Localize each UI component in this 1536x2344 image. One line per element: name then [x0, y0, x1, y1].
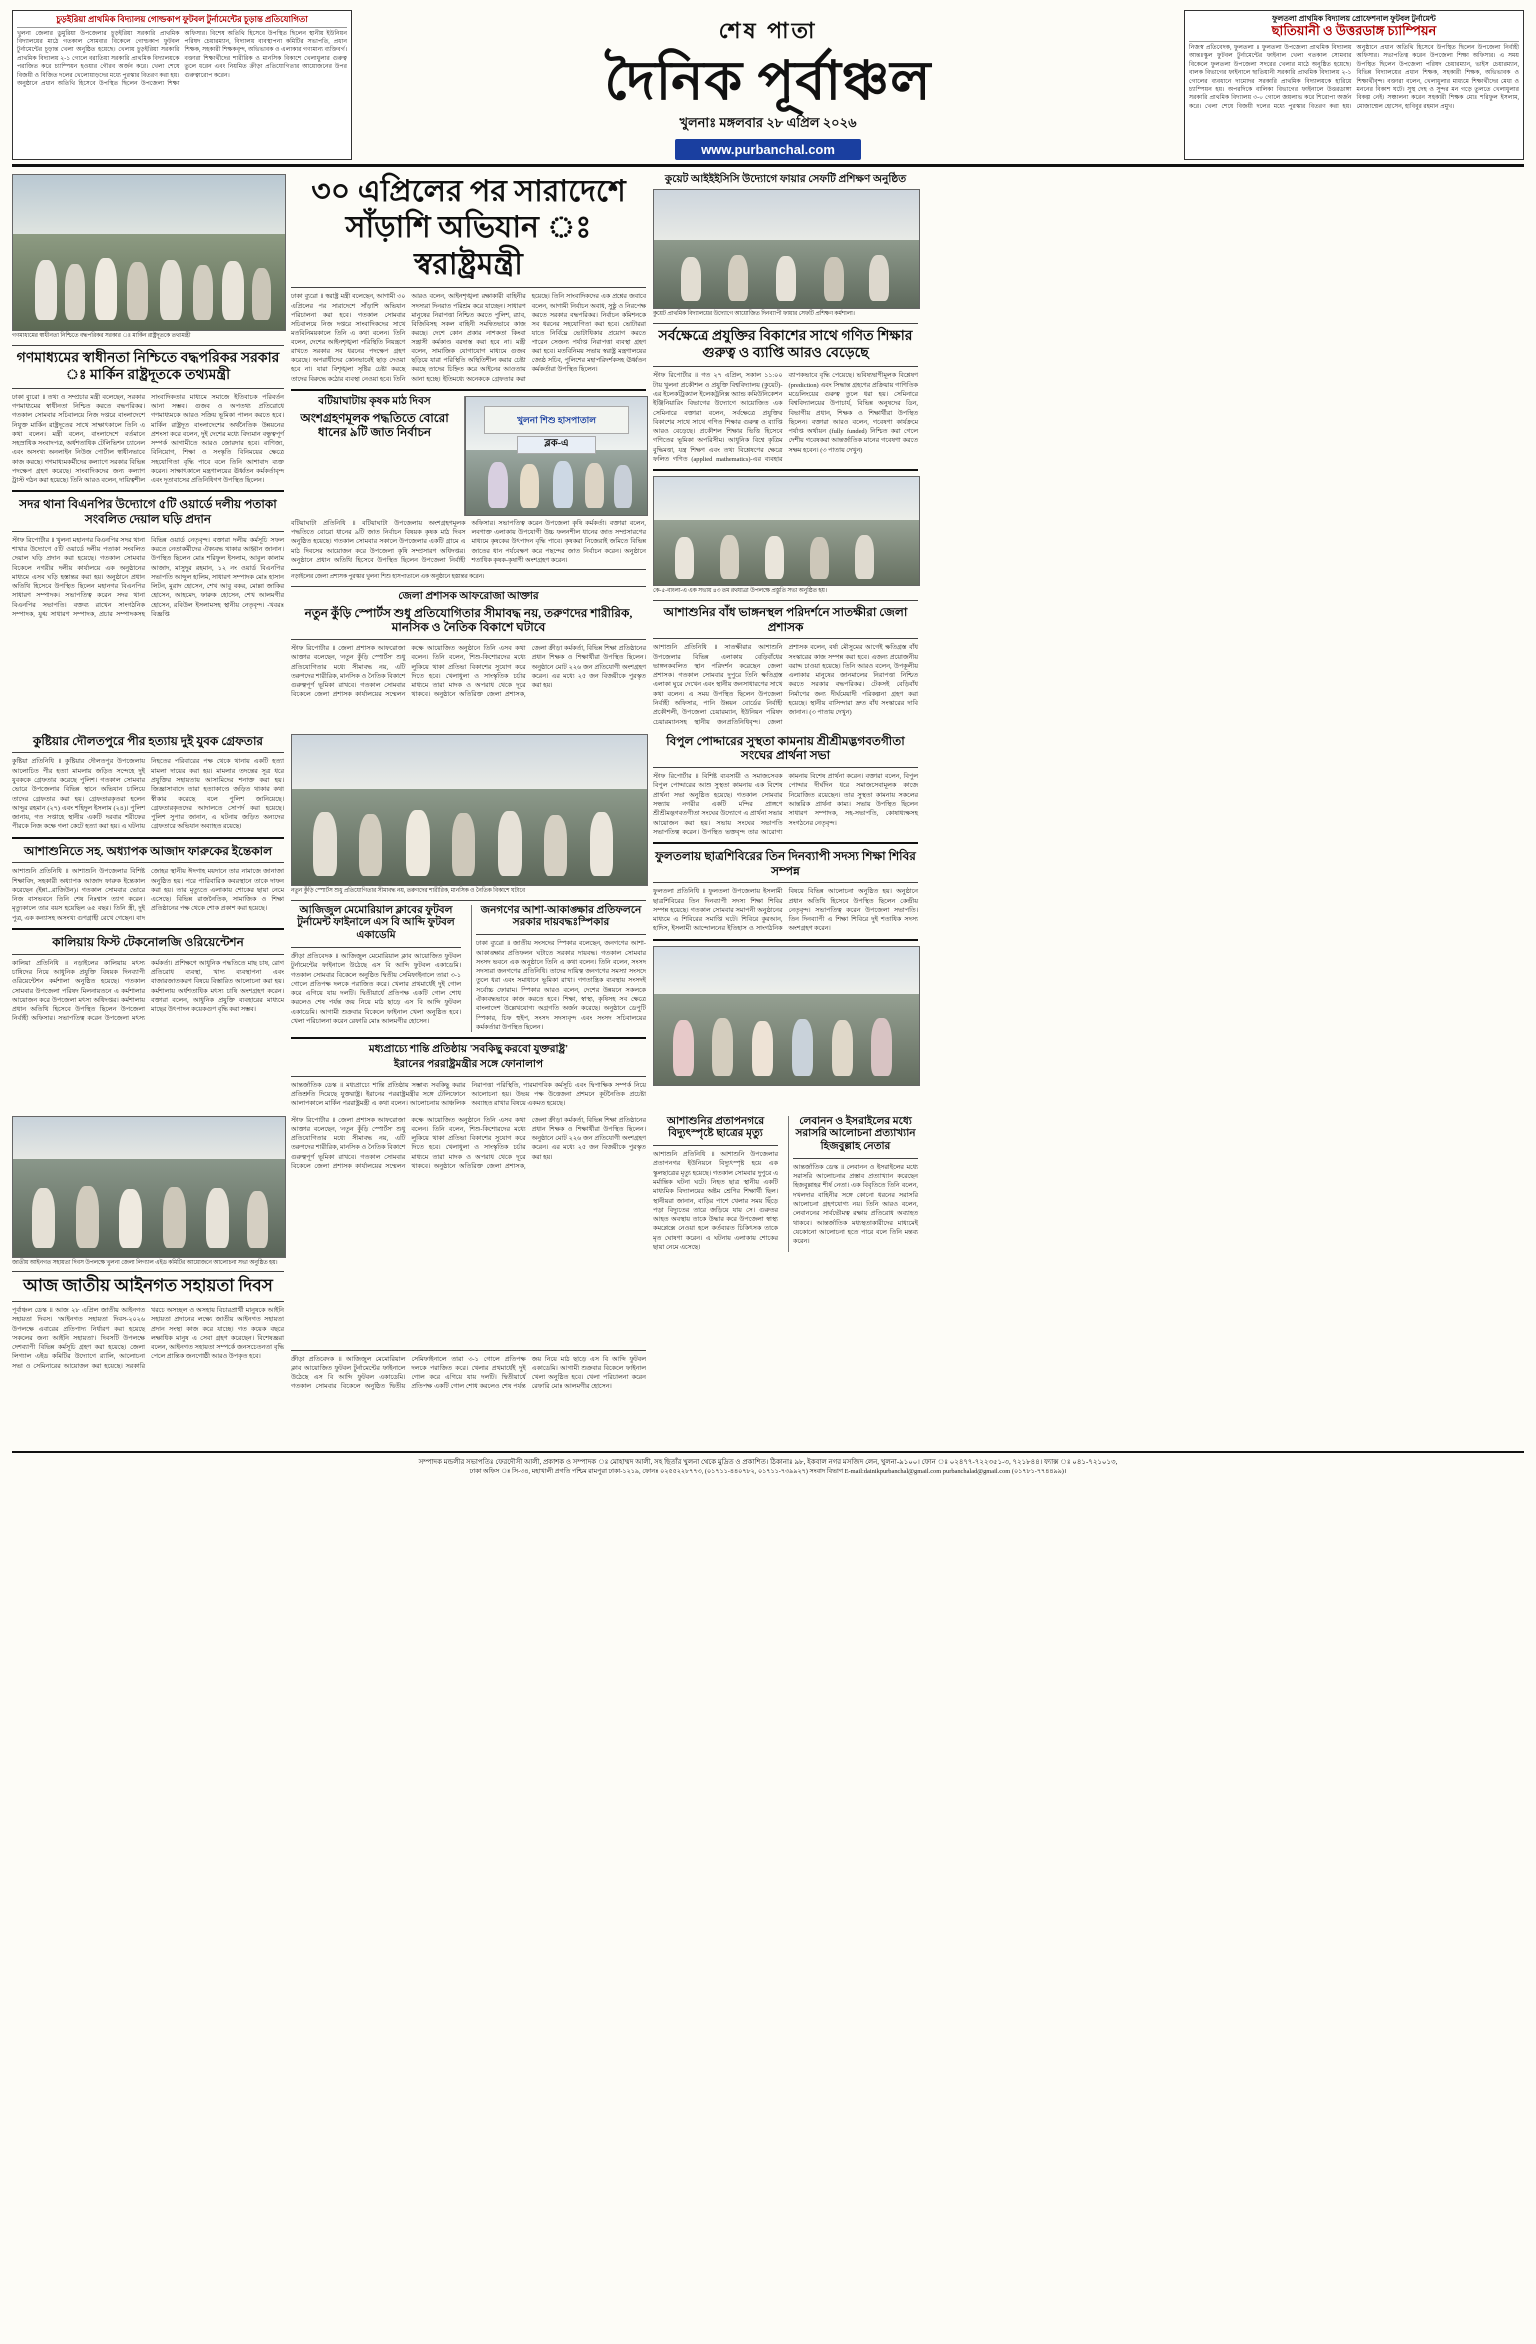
- masthead-right-box: [1184, 10, 1524, 160]
- headline-memorial: আজিজুল মেমোরিয়াল ক্লাবের ফুটবল টুর্নামেন্ট ফাইনালে এস বি আব্দি ফুটবল একাডেমি: [297, 904, 455, 942]
- photo-caption-1: গণমাধ্যমের স্বাধীনতা নিশ্চিতে বদ্ধপরিকর সরকার ঃ মার্কিন রাষ্ট্রদূতকে তথ্যমন্ত্রী: [12, 332, 191, 339]
- body-legal-aid: পূর্বাঞ্চল ডেস্ক ॥ আজ ২৮ এপ্রিল জাতীয় আইনগত সহায়তা দিবস। 'আইনগত সহায়তা দিবস-২০২৬ উপলক্ষে এবারের প্রতিপাদ্য নির্ধারণ করা হয়েছে 'সকলের জন্য আইনি সহায়তা'। দিবসটি উপলক্ষে দেশব্যাপী বিভিন্ন কর্মসূচি গ্রহণ করা হয়েছে। জেলা লিগ্যাল এইড কমিটির উদ্যোগে র‌্যালি, আলোচনা সভা ও সেমিনারের আয়োজন করা হয়েছে। সরকারি খরচে অসচ্ছল ও অসহায় বিচারপ্রার্থী মানুষকে আইনি সহায়তা প্রদানের লক্ষ্যে জাতীয় আইনগত সহায়তা প্রদান সংস্থা কাজ করে যাচ্ছে। গত কয়েক বছরে লক্ষাধিক মানুষ এ সেবা গ্রহণ করেছেন। বিশেষজ্ঞরা বলেন, আইনগত সহায়তা সম্পর্কে জনসচেতনতা বৃদ্ধি পেলে প্রান্তিক জনগোষ্ঠী আরও উপকৃত হবে।: [12, 1307, 284, 1370]
- lead-body: ঢাকা ব্যুরো ॥ স্বরাষ্ট্র মন্ত্রী বলেছেন, আগামী ৩০ এপ্রিলের পর সারাদেশে সাঁড়াশি অভিযান পরিচালনা করা হবে। গতকাল সোমবার সচিবালয়ে নিজ দপ্তরে সাংবাদিকদের সাথে মতবিনিময়কালে তিনি এ কথা বলেন। তিনি বলেন, দেশের আইনশৃঙ্খলা পরিস্থিতি নিয়ন্ত্রণে রাখতে সরকার সব ধরনের পদক্ষেপ গ্রহণ করেছে। অপরাধীদের কোনভাবেই ছাড় দেওয়া হবে না। যারা বিশৃঙ্খলা সৃষ্টির চেষ্টা করছে তাদের বিরুদ্ধে কঠোর ব্যবস্থা নেওয়া হবে। তিনি আরও বলেন, আইনশৃঙ্খলা রক্ষাকারী বাহিনীর সদস্যরা দিনরাত পরিশ্রম করে যাচ্ছেন। সাধারণ মানুষের নিরাপত্তা নিশ্চিত করতে পুলিশ, র‌্যাব, বিজিবিসহ সকল বাহিনী সমন্বিতভাবে কাজ করছে। দেশে কোন প্রকার নাশকতা কিংবা সন্ত্রাসী কর্মকাণ্ড বরদাস্ত করা হবে না। মন্ত্রী বলেন, সামাজিক যোগাযোগ মাধ্যমে গুজব ছড়িয়ে যারা পরিস্থিতি অস্থিতিশীল করার চেষ্টা করছে তাদের চিহ্নিত করে আইনের আওতায় আনা হচ্ছে। ইতিমধ্যে অনেককে গ্রেফতার করা হয়েছে। তিনি সাংবাদিকদের এক প্রশ্নের জবাবে বলেন, আগামী নির্বাচন অবাধ, সুষ্ঠু ও নিরপেক্ষ করতে সরকার বদ্ধপরিকর। নির্বাচন কমিশনকে সব ধরনের সহযোগিতা করা হবে। ভোটাররা যাতে নির্বিঘ্নে ভোটাধিকার প্রয়োগ করতে পারেন সেজন্য পর্যাপ্ত নিরাপত্তা ব্যবস্থা গ্রহণ করা হবে। মতবিনিময় সভায় স্বরাষ্ট্র মন্ত্রণালয়ের জ্যেষ্ঠ সচিব, পুলিশের মহাপরিদর্শকসহ ঊর্ধ্বতন কর্মকর্তারা উপস্থিত ছিলেন।: [291, 293, 646, 383]
- headline-us-ambassador: গণমাধ্যমের স্বাধীনতা নিশ্চিতে বদ্ধপরিকর সরকার ঃ মার্কিন রাষ্ট্রদূতকে তথ্যমন্ত্রী: [16, 350, 280, 383]
- body-kushtia: কুষ্টিয়া প্রতিনিধি ॥ কুষ্টিয়ার দৌলতপুর উপজেলায় আলোচিত পীর হত্যা মামলায় জড়িত সন্দেহে দুই যুবককে গ্রেফতার করেছে পুলিশ। গতকাল সোমবার ভোরে উপজেলার বিভিন্ন স্থানে অভিযান চালিয়ে তাদের গ্রেফতার করা হয়। গ্রেফতারকৃতরা হলেন আব্দুর রহমান (২৭) এবং শহিদুল ইসলাম (২৪)। পুলিশ জানায়, গত সপ্তাহে স্থানীয় একটি দরবার শরীফের পীরকে নিজ কক্ষে গলা কেটে হত্যা করা হয়। এ ঘটনায় নিহতের পরিবারের পক্ষ থেকে থানায় একটি হত্যা মামলা দায়ের করা হয়। মামলার তদন্তের সূত্র ধরে প্রযুক্তির সহায়তায় আসামিদের শনাক্ত করা হয়। জিজ্ঞাসাবাদে তারা হত্যাকাণ্ডে জড়িত থাকার কথা স্বীকার করেছে বলে পুলিশ জানিয়েছে। গ্রেফতারকৃতদের আদালতে সোপর্দ করা হয়েছে। পুলিশ সুপার জানান, এ ঘটনায় জড়িত অন্যদের গ্রেফতারে অভিযান অব্যাহত রয়েছে।: [12, 758, 284, 831]
- headline-lebanon-israel: লেবানন ও ইসরাইলের মধ্যে সরাসরি আলোচনা প্রত্যাখ্যান হিজবুল্লাহ নেতার: [795, 1115, 916, 1153]
- body-memorial-cont: ক্রীড়া প্রতিবেদক ॥ আজিজুল মেমোরিয়াল ক্লাব আয়োজিত ফুটবল টুর্নামেন্টের ফাইনালে উঠেছে এস বি আব্দি ফুটবল একাডেমি। গতকাল সোমবার বিকেলে অনুষ্ঠিত দ্বিতীয় সেমিফাইনালে তারা ৩-১ গোলে প্রতিপক্ষ দলকে পরাজিত করে। খেলার প্রথমার্ধেই দুই গোল করে এগিয়ে যায় দলটি। দ্বিতীয়ার্ধে প্রতিপক্ষ একটি গোল শোধ করলেও শেষ পর্যন্ত জয় নিয়ে মাঠ ছাড়ে এস বি আব্দি ফুটবল একাডেমি। আগামী শুক্রবার বিকেলে ফাইনাল খেলা অনুষ্ঠিত হবে। খেলা পরিচালনা করেন রেফারি মোঃ আলমগীর হোসেন।: [291, 1355, 646, 1391]
- headline-shibir: ফুলতলায় ছাত্রশিবিরের তিন দিনব্যাপী সদস্য শিক্ষা শিবির সম্পন্ন: [655, 849, 916, 878]
- headline-legal-aid: আজ জাতীয় আইনগত সহায়তা দিবস: [23, 1276, 273, 1296]
- headline-kuet-fire: কুয়েট আইইইসিসি উদ্যোগে ফায়ার সেফটি প্রশিক্ষণ অনুষ্ঠিত: [664, 173, 907, 185]
- body-speaker: ঢাকা ব্যুরো ॥ জাতীয় সংসদের স্পিকার বলেছেন, জনগণের আশা-আকাঙ্ক্ষার প্রতিফলন ঘটাতে সরকার দায়বদ্ধ। গতকাল সোমবার সংসদ ভবনে এক অনুষ্ঠানে তিনি এ কথা বলেন। তিনি বলেন, সংসদ সদস্যরা জনগণের প্রতিনিধি। তাদের দায়িত্ব জনগণের সমস্যা সংসদে তুলে ধরা এবং সমাধানে ভূমিকা রাখা। গণতান্ত্রিক ব্যবস্থায় সংসদই সর্বোচ্চ ফোরাম। স্পিকার আরও বলেন, দেশের উন্নয়নে সকলকে ঐক্যবদ্ধভাবে কাজ করতে হবে। শিক্ষা, স্বাস্থ্য, কৃষিসহ সব ক্ষেত্রে বাংলাদেশ উল্লেখযোগ্য অগ্রগতি অর্জন করেছে। অনুষ্ঠানে ডেপুটি স্পিকার, চিফ হুইপ, সংসদ সদস্যবৃন্দ এবং সংসদ সচিবালয়ের কর্মকর্তারা উপস্থিত ছিলেন।: [476, 940, 646, 1031]
- column-right-2: [653, 734, 918, 1109]
- headline-shanti: মধ্যপ্রাচ্যে শান্তি প্রতিষ্ঠায় 'সবকিছু করবো যুক্তরাষ্ট্র': [368, 1044, 569, 1056]
- body-kalia: কালিয়া প্রতিনিধি ॥ নড়াইলের কালিয়ায় মৎস্য চাষিদের নিয়ে আধুনিক প্রযুক্তি বিষয়ক দিনব্যাপী ওরিয়েন্টেশন কর্মশালা অনুষ্ঠিত হয়েছে। গতকাল সোমবার উপজেলা পরিষদ মিলনায়তনে এ কর্মশালার আয়োজন করে উপজেলা মৎস্য অধিদপ্তর। কর্মশালায় প্রধান অতিথি হিসেবে উপস্থিত ছিলেন উপজেলা নির্বাহী অফিসার। সভাপতিত্ব করেন উপজেলা মৎস্য কর্মকর্তা। প্রশিক্ষণে আধুনিক পদ্ধতিতে মাছ চাষ, রোগ প্রতিরোধ ব্যবস্থা, খাদ্য ব্যবস্থাপনা এবং বাজারজাতকরণ বিষয়ে বিস্তারিত আলোচনা করা হয়। কর্মশালায় অর্ধশতাধিক মৎস্য চাষি অংশগ্রহণ করেন। বক্তারা বলেন, আধুনিক প্রযুক্তি ব্যবহারের মাধ্যমে মাছের উৎপাদন কয়েকগুণ বৃদ্ধি করা সম্ভব।: [12, 959, 284, 1023]
- headline-ashashuni-dc: আশাশুনির বাঁধ ভাঙ্গনস্থল পরিদর্শনে সাতক্ষীরা জেলা প্রশাসক: [663, 605, 908, 634]
- column-midright: [653, 174, 918, 727]
- body-student-death: আশাশুনি প্রতিনিধি ॥ আশাশুনি উপজেলার প্রতাপনগর ইউনিয়নে বিদ্যুৎস্পৃষ্ট হয়ে এক স্কুলছাত্রের মৃত্যু হয়েছে। গতকাল সোমবার দুপুরে এ মর্মান্তিক ঘটনা ঘটে। নিহত ছাত্র স্থানীয় একটি মাধ্যমিক বিদ্যালয়ের অষ্টম শ্রেণির শিক্ষার্থী ছিল। স্থানীয়রা জানান, বাড়ির পাশে খেলার সময় ছিঁড়ে পড়া বিদ্যুতের তারে জড়িয়ে যায় সে। গুরুতর আহত অবস্থায় তাকে উদ্ধার করে উপজেলা স্বাস্থ্য কমপ্লেক্সে নেওয়া হলে কর্তব্যরত চিকিৎসক তাকে মৃত ঘোষণা করেন। এ ঘটনায় এলাকায় শোকের ছায়া নেমে এসেছে।: [653, 1151, 778, 1251]
- headline-bipul: বিপুল পোদ্দারের সুস্থতা কামনায় শ্রীশ্রীমদ্ভগবতগীতা সংঘের প্রার্থনা সভা: [666, 733, 905, 763]
- content-row-2: [12, 734, 1524, 1109]
- footer-line-1: সম্পাদক মন্ডলীর সভাপতিঃ ফেরদৌসী আলী, প্রকাশক ও সম্পাদক ঃ মোহাম্মদ আলী, সহ ছিতাঁর খুলনা থেকে মুদ্রিত ও প্রকাশিত। ঠিকানাঃ ৯৮, ইকবাল নগর মসজিদ লেন, খুলনা-৯১০০। ফোন ঃ ০২৪৭৭-৭২২৩৫১-৩, ৭২১৮৪৪। ফ্যাক্স ঃ ০৪১-৭২১০১৩,: [418, 1457, 1118, 1466]
- headline-kushtia: কুষ্টিয়ার দৌলতপুরে পীর হত্যায় দুই যুবক গ্রেফতার: [32, 733, 264, 748]
- masthead-right-body: নিজস্ব প্রতিবেদক, ফুলতলা ॥ ফুলতলা উপজেলা প্রাথমিক বিদ্যালয় আন্তঃস্কুল ফুটবল টুর্নামেন্টের ফাইনাল খেলা গতকাল সোমবার বিকেলে ফুলতলা উপজেলা সদরের খেলার মাঠে অনুষ্ঠিত হয়েছে। বালক বিভাগের ফাইনালে ছাতিয়ানী সরকারি প্রাথমিক বিদ্যালয় ২-১ গোলের ব্যবধানে দামোদর সরকারি প্রাথমিক বিদ্যালয়কে হারিয়ে চ্যাম্পিয়ন হয়। অপরদিকে বালিকা বিভাগের ফাইনালে উত্তরডাঙ্গা সরকারি প্রাথমিক বিদ্যালয় ৩-০ গোলে জয়লাভ করে শিরোপা অর্জন করে। খেলা শেষে বিজয়ী দলের মধ্যে পুরস্কার বিতরণ করা হয়। অনুষ্ঠানে প্রধান অতিথি হিসেবে উপস্থিত ছিলেন উপজেলা নির্বাহী অফিসার। সভাপতিত্ব করেন উপজেলা শিক্ষা অফিসার। এ সময় উপস্থিত ছিলেন উপজেলা পরিষদ চেয়ারম্যান, ভাইস চেয়ারম্যান, বিভিন্ন বিদ্যালয়ের প্রধান শিক্ষক, সহকারী শিক্ষক, অভিভাবক ও শিক্ষার্থীবৃন্দ। বক্তারা বলেন, খেলাধুলার মাধ্যমে শিক্ষার্থীদের মেধা ও মননের বিকাশ ঘটে। সুস্থ দেহ ও সুন্দর মন গড়ে তুলতে খেলাধুলার বিকল্প নেই। সঞ্চালনা করেন সহকারী শিক্ষক মোঃ শরিফুল ইসলাম, মোজাম্মেল হোসেন, হাবিবুর রহমান প্রমুখ।: [1189, 41, 1519, 111]
- body-math: স্টাফ রিপোর্টার ॥ গত ২৭ এপ্রিল, সকাল ১১:০০ টায় খুলনা প্রকৌশল ও প্রযুক্তি বিশ্ববিদ্যালয় (কুয়েট)-এর ইলেকট্রিক্যাল ইলেকট্রনিক্স অ্যান্ড কমিউনিকেশন ইঞ্জিনিয়ারিং বিভাগের উদ্যোগে আয়োজিত এক সেমিনারে বক্তারা বলেন, সর্বক্ষেত্রে প্রযুক্তির বিকাশের সাথে সাথে গণিত শিক্ষার গুরুত্ব ও ব্যাপ্তি আরও বেড়েছে। প্রকৌশল শিক্ষার ভিত্তি হিসেবে গণিতের ভূমিকা অপরিসীম। আধুনিক বিশ্বে কৃত্রিম বুদ্ধিমত্তা, যন্ত্র শিক্ষণ এবং তথ্য বিশ্লেষণের ক্ষেত্রে ফলিত গণিত (applied mathematics)-এর ব্যবহার ব্যাপকভাবে বৃদ্ধি পেয়েছে। ভবিষ্যদ্বাণীমূলক বিশ্লেষণ (prediction) এবং সিদ্ধান্ত গ্রহণের প্রক্রিয়ায় গাণিতিক মডেলিংয়ের গুরুত্ব তুলে ধরা হয়। সেমিনারে বিশ্ববিদ্যালয়ের উপাচার্য, বিভিন্ন অনুষদের ডিন, বিভাগীয় প্রধান, শিক্ষক ও শিক্ষার্থীরা উপস্থিত ছিলেন। বক্তারা আরও বলেন, গবেষণা কার্যক্রমে পর্যাপ্ত অর্থায়ন (fully funded) নিশ্চিত করা গেলে দেশীয় গবেষকরা আন্তর্জাতিক মানের গবেষণা করতে সক্ষম হবেন। (৩ পাতায় দেখুন): [653, 372, 918, 463]
- photo-caption-hospital: নড়াইলের জেলা প্রশাসক পুরস্কার খুলনা শিশু হাসপাতালে এক অনুষ্ঠানে হস্তান্তর করেন।: [291, 574, 485, 581]
- footer-line-2: ঢাকা অফিস ঃ সি-৩৪, মহাখালী প্রগতি পশ্চিম রামপুরা ঢাকা-১২১৯, ফোনঃ ০২৫৫২২৮৭৭৩, (০১৭১১-৪৪০৭৮২, ০১৭১১-৭৩৯৯২৭) সংবাদ বিভাগ E-mail:dainikpurbanchal@gmail.com purbanchalad@gmail.com (০১৭৮১-৭৭৪৪৯৯)।: [469, 1468, 1067, 1476]
- column-right-3: [653, 1116, 918, 1445]
- body-bipul: স্টাফ রিপোর্টার ॥ বিশিষ্ট ব্যবসায়ী ও সমাজসেবক বিপুল পোদ্দারের আশু সুস্থতা কামনায় এক বিশেষ প্রার্থনা সভা অনুষ্ঠিত হয়েছে। গতকাল সোমবার সন্ধ্যায় নগরীর একটি মন্দির প্রাঙ্গণে শ্রীশ্রীমদ্ভগবতগীতা সংঘের উদ্যোগে এ প্রার্থনা সভার আয়োজন করা হয়। সভায় সংঘের সভাপতি সভাপতিত্ব করেন। উপস্থিত ভক্তবৃন্দ তার আরোগ্য কামনায় বিশেষ প্রার্থনা করেন। বক্তারা বলেন, বিপুল পোদ্দার দীর্ঘদিন ধরে সমাজসেবামূলক কাজে নিয়োজিত রয়েছেন। তার সুস্থতা কামনায় সকলের আন্তরিক প্রার্থনা কাম্য। সভায় উপস্থিত ছিলেন সাধারণ সম্পাদক, সহ-সভাপতি, কোষাধ্যক্ষসহ সংগঠনের নেতৃবৃন্দ।: [653, 773, 918, 836]
- masthead-right-title-small: ফুলতলা প্রাথমিক বিদ্যালয় প্রোফেশনাল ফুটবল টুর্নামেন্ট: [1272, 14, 1436, 23]
- content-row-1: [12, 174, 1524, 727]
- photo-caption-lebanon: কে-৫-বাংলা-এ এক সভায় ৪৩ তম রথযাত্রা উপলক্ষে প্রস্তুতি সভা অনুষ্ঠিত হয়।: [653, 588, 827, 595]
- headline-dc: নতুন কুঁড়ি স্পোর্টস শুধু প্রতিযোগিতার সীমাবদ্ধ নয়, তরুণদের শারীরিক, মানসিক ও নৈতিক বিকাশে ঘটাবে: [304, 605, 633, 635]
- body-ashashuni-dc: আশাশুনি প্রতিনিধি ॥ সাতক্ষীরার আশাশুনি উপজেলার বিভিন্ন এলাকায় বেড়িবাঁধের ভাঙ্গনকবলিত স্থান পরিদর্শন করেছেন জেলা প্রশাসক। গতকাল সোমবার দুপুরে তিনি ক্ষতিগ্রস্ত এলাকা ঘুরে দেখেন এবং স্থানীয় জনসাধারণের সাথে কথা বলেন। এ সময় উপস্থিত ছিলেন উপজেলা নির্বাহী অফিসার, পানি উন্নয়ন বোর্ডের নির্বাহী প্রকৌশলী, উপজেলা চেয়ারম্যান, ইউনিয়ন পরিষদ চেয়ারম্যানসহ স্থানীয় জনপ্রতিনিধিবৃন্দ। জেলা প্রশাসক বলেন, বর্ষা মৌসুমের আগেই ক্ষতিগ্রস্ত বাঁধ সংস্কারের কাজ সম্পন্ন করা হবে। এজন্য প্রয়োজনীয় বরাদ্দ চাওয়া হয়েছে। তিনি আরও বলেন, উপকূলীয় এলাকার মানুষের জানমালের নিরাপত্তা নিশ্চিত করতে সরকার বদ্ধপরিকর। টেকসই বেড়িবাঁধ নির্মাণের জন্য দীর্ঘমেয়াদী পরিকল্পনা গ্রহণ করা হয়েছে। স্থানীয় বাসিন্দারা দ্রুত বাঁধ সংস্কারের দাবি জানান। (৩ পাতায় দেখুন): [653, 644, 918, 726]
- headline-bnp-clock: সদর থানা বিএনপির উদ্যোগে ৫টি ওয়ার্ডে দলীয় পতাকা সংবলিত দেয়াল ঘড়ি প্রদান: [19, 497, 277, 527]
- column-left: [12, 174, 284, 727]
- headline-bori-kicker: বটিয়াঘাটায় কৃষক মাঠ দিবস: [318, 395, 431, 407]
- body-us-ambassador: ঢাকা ব্যুরো ॥ তথ্য ও সম্প্রচার মন্ত্রী বলেছেন, সরকার গণমাধ্যমের স্বাধীনতা নিশ্চিত করতে বদ্ধপরিকর। গতকাল সোমবার সচিবালয়ে নিজ দপ্তরে বাংলাদেশে নিযুক্ত মার্কিন রাষ্ট্রদূতের সাথে সাক্ষাৎকালে তিনি এ কথা বলেন। মন্ত্রী বলেন, বাংলাদেশে বর্তমানে সহস্রাধিক সংবাদপত্র, অর্ধশতাধিক টেলিভিশন চ্যানেল এবং অসংখ্য অনলাইন নিউজ পোর্টাল স্বাধীনভাবে কাজ করছে। গণমাধ্যমকর্মীদের কল্যাণে সরকার বিভিন্ন পদক্ষেপ গ্রহণ করেছে। সাংবাদিকদের জন্য কল্যাণ ট্রাস্ট গঠন করা হয়েছে। তিনি আরও বলেন, দায়িত্বশীল সাংবাদিকতার মাধ্যমে সমাজে ইতিবাচক পরিবর্তন আনা সম্ভব। গুজব ও অপতথ্য প্রতিরোধে গণমাধ্যমকে আরও সক্রিয় ভূমিকা পালন করতে হবে। মার্কিন রাষ্ট্রদূত বাংলাদেশের অর্থনৈতিক উন্নয়নের প্রশংসা করে বলেন, দুই দেশের মধ্যে বিদ্যমান বন্ধুত্বপূর্ণ সম্পর্ক আগামীতে আরও জোরদার হবে। বাণিজ্য, বিনিয়োগ, শিক্ষা ও সংস্কৃতি বিনিময়ের ক্ষেত্রে সহযোগিতা বৃদ্ধি পাবে বলে তিনি আশাবাদ ব্যক্ত করেন। সাক্ষাৎকালে মন্ত্রণালয়ের ঊর্ধ্বতন কর্মকর্তাবৃন্দ এবং দূতাবাসের প্রতিনিধিগণ উপস্থিত ছিলেন।: [12, 393, 284, 485]
- masthead-left-box: [12, 10, 352, 160]
- lead-headline-line2: সাঁড়াশি অভিযান ঃ স্বরাষ্ট্রমন্ত্রী: [345, 211, 592, 281]
- headline-bori: অংশগ্রহণমূলক পদ্ধতিতে বোরো ধানের ৯টি জাত নির্বাচন: [300, 410, 449, 440]
- column-center-3: [291, 1116, 646, 1445]
- body-dc-cont: স্টাফ রিপোর্টার ॥ জেলা প্রশাসক আফরোজা আক্তার বলেছেন, 'নতুন কুঁড়ি স্পোর্টস' শুধু প্রতিযোগিতার মধ্যে সীমাবদ্ধ নয়, এটি তরুণদের শারীরিক, মানসিক ও নৈতিক বিকাশে গুরুত্বপূর্ণ ভূমিকা রাখবে। গতকাল সোমবার বিকেলে জেলা প্রশাসক কার্যালয়ের সম্মেলন কক্ষে আয়োজিত অনুষ্ঠানে তিনি এসব কথা বলেন। তিনি বলেন, শিশু-কিশোরদের মধ্যে লুকিয়ে থাকা প্রতিভা বিকাশের সুযোগ করে দিতে হবে। খেলাধুলা ও সাংস্কৃতিক চর্চার মাধ্যমে তারা মাদক ও অপরাধ থেকে দূরে থাকবে। অনুষ্ঠানে অতিরিক্ত জেলা প্রশাসক, জেলা ক্রীড়া কর্মকর্তা, বিভিন্ন শিক্ষা প্রতিষ্ঠানের প্রধান শিক্ষক ও শিক্ষার্থীরা উপস্থিত ছিলেন। অনুষ্ঠানে মোট ২২৬ জন প্রতিযোগী অংশগ্রহণ করেন। এর মধ্যে ২৫ জন বিজয়ীকে পুরস্কৃত করা হয়।: [291, 1116, 646, 1170]
- hospital-banner-text: খুলনা শিশু হাসপাতাল: [517, 414, 596, 425]
- column-center-2: [291, 734, 646, 1109]
- headline-speaker: জনগণের আশা-আকাঙ্ক্ষার প্রতিফলনে সরকার দায়বদ্ধঃস্পিকার: [480, 904, 642, 929]
- masthead-center: [360, 10, 1176, 160]
- body-memorial: ক্রীড়া প্রতিবেদক ॥ আজিজুল মেমোরিয়াল ক্লাব আয়োজিত ফুটবল টুর্নামেন্টের ফাইনালে উঠেছে এস বি আব্দি ফুটবল একাডেমি। গতকাল সোমবার বিকেলে অনুষ্ঠিত দ্বিতীয় সেমিফাইনালে তারা ৩-১ গোলে প্রতিপক্ষ দলকে পরাজিত করে। খেলার প্রথমার্ধেই দুই গোল করে এগিয়ে যায় দলটি। দ্বিতীয়ার্ধে প্রতিপক্ষ একটি গোল শোধ করলেও শেষ পর্যন্ত জয় নিয়ে মাঠ ছাড়ে এস বি আব্দি ফুটবল একাডেমি। আগামী শুক্রবার বিকেলে ফাইনাল খেলা অনুষ্ঠিত হবে। খেলা পরিচালনা করেন রেফারি মোঃ আলমগীর হোসেন।: [291, 953, 461, 1026]
- headline-azad: আশাশুনিতে সহ. অধ্যাপক আজাদ ফারুকের ইন্তেকাল: [23, 843, 273, 858]
- body-azad: আশাশুনি প্রতিনিধি ॥ আশাশুনি উপজেলার বিশিষ্ট শিক্ষাবিদ, সহকারী অধ্যাপক আজাদ ফারুক ইন্তেকাল করেছেন (ইন্না...রাজিউন)। গতকাল সোমবার ভোরে নিজ বাসভবনে তিনি শেষ নিঃশ্বাস ত্যাগ করেন। মৃত্যুকালে তার বয়স হয়েছিল ৬৫ বছর। তিনি স্ত্রী, দুই পুত্র, এক কন্যাসহ অসংখ্য গুণগ্রাহী রেখে গেছেন। বাদ জোহর স্থানীয় ঈদগাহ ময়দানে তার নামাজে জানাজা অনুষ্ঠিত হয়। পরে পারিবারিক কবরস্থানে তাকে দাফন করা হয়। তার মৃত্যুতে এলাকায় শোকের ছায়া নেমে এসেছে। বিভিন্ন রাজনৈতিক, সামাজিক ও শিক্ষা প্রতিষ্ঠানের পক্ষ থেকে শোক প্রকাশ করা হয়েছে।: [12, 868, 284, 922]
- column-left-3: [12, 1116, 284, 1445]
- column-lead: [291, 174, 646, 727]
- hospital-photo-block: [464, 396, 646, 516]
- headline-dc-kicker: জেলা প্রশাসক আফরোজা আক্তার: [398, 590, 539, 602]
- footer: [12, 1451, 1524, 1477]
- masthead-left-title: চুড়ইরিয়া প্রাথমিক বিদ্যালয় গোল্ডকাপ ফুটবল টুর্নামেন্টের চূড়ান্ত প্রতিযোগিতা: [17, 14, 347, 28]
- masthead-left-body: খুলনা জেলার ডুমুরিয়া উপজেলার চুড়ইরিয়া সরকারি প্রাথমিক বিদ্যালয়ের মাঠে গতকাল সোমবার বিকেলে গোল্ডকাপ ফুটবল টুর্নামেন্টের চূড়ান্ত খেলা অনুষ্ঠিত হয়েছে। খেলায় চুড়ইরিয়া সরকারি প্রাথমিক বিদ্যালয় ২-১ গোলে বরাতিয়া সরকারি প্রাথমিক বিদ্যালয়কে পরাজিত করে চ্যাম্পিয়ন হওয়ার গৌরব অর্জন করে। খেলা শেষে বিজয়ী ও বিজিত দলের খেলোয়াড়দের মধ্যে পুরস্কার বিতরণ করা হয়। অনুষ্ঠানে প্রধান অতিথি হিসেবে উপস্থিত ছিলেন উপজেলা শিক্ষা অফিসার। বিশেষ অতিথি হিসেবে উপস্থিত ছিলেন স্থানীয় ইউনিয়ন পরিষদ চেয়ারম্যান, বিদ্যালয় ব্যবস্থাপনা কমিটির সভাপতি, প্রধান শিক্ষক, সহকারী শিক্ষকবৃন্দ, অভিভাবক ও এলাকার গণ্যমান্য ব্যক্তিবর্গ। বক্তারা শিক্ষার্থীদের শারীরিক ও মানসিক বিকাশে খেলাধুলার গুরুত্ব তুলে ধরেন এবং নিয়মিত ক্রীড়া প্রতিযোগিতার আয়োজনের উপর গুরুত্বারোপ করেন।: [17, 30, 347, 88]
- body-bori: বটিয়াঘাটা প্রতিনিধি ॥ বটিয়াঘাটা উপজেলায় অংশগ্রহণমূলক পদ্ধতিতে বোরো ধানের ৯টি জাত নির্বাচন বিষয়ক কৃষক মাঠ দিবস অনুষ্ঠিত হয়েছে। গতকাল সোমবার সকালে উপজেলার একটি গ্রামে এ মাঠ দিবসের আয়োজন করে উপজেলা কৃষি সম্প্রসারণ অধিদপ্তর। অনুষ্ঠানে প্রধান অতিথি হিসেবে উপস্থিত ছিলেন উপজেলা নির্বাহী অফিসার। সভাপতিত্ব করেন উপজেলা কৃষি কর্মকর্তা। বক্তারা বলেন, লবণাক্ত এলাকায় উপযোগী উচ্চ ফলনশীল ধানের জাত সম্প্রসারণের মাধ্যমে কৃষকের উৎপাদন বৃদ্ধি পাবে। কৃষকরা নিজেরাই জমিতে বিভিন্ন জাতের ধান পর্যবেক্ষণ করে পছন্দের জাত নির্বাচন করেন। অনুষ্ঠানে শতাধিক কৃষক-কৃষাণী অংশগ্রহণ করেন।: [291, 519, 646, 564]
- column-left-2: [12, 734, 284, 1109]
- body-bnp-clock: স্টাফ রিপোর্টার ॥ খুলনা মহানগর বিএনপির সদর থানা শাখার উদ্যোগে ৫টি ওয়ার্ডে দলীয় পতাকা সংবলিত দেয়াল ঘড়ি প্রদান করা হয়েছে। গতকাল সোমবার বিকেলে নগরীর দলীয় কার্যালয়ে এক অনুষ্ঠানের মাধ্যমে এসব ঘড়ি হস্তান্তর করা হয়। অনুষ্ঠানে প্রধান অতিথি হিসেবে উপস্থিত ছিলেন মহানগর বিএনপির সাধারণ সম্পাদক। সভাপতিত্ব করেন সদর থানা বিএনপির সভাপতি। বক্তব্য রাখেন সাংগঠনিক সম্পাদক, যুগ্ম সাধারণ সম্পাদক, প্রচার সম্পাদকসহ বিভিন্ন ওয়ার্ড নেতৃবৃন্দ। বক্তারা দলীয় কর্মসূচি সফল করতে নেতাকর্মীদের ঐক্যবদ্ধ থাকার আহ্বান জানান। উপস্থিত ছিলেন মোঃ শরিফুল ইসলাম, আবুল কালাম আজাদ, মাসুদুর রহমান, ১২ নং ওয়ার্ড বিএনপির সভাপতি আব্দুল হালিম, সাধারণ সম্পাদক মোঃ হাসান লিটন, মুরাদ হোসেন, শেখ আবু বকর, মোল্লা জাকির হোসেন, আহমেদ, ফারুক হোসেন, শেখ আলমগীর হোসেন, রবিউল ইসলামসহ স্থানীয় নেতৃবৃন্দ। -খবরঃ বিজ্ঞপ্তি: [12, 536, 284, 618]
- newspaper-title: দৈনিক পূর্বাঞ্চল: [604, 51, 932, 111]
- photo-caption-legal: জাতীয় আইনগত সহায়তা দিবস উপলক্ষে খুলনা জেলা লিগ্যাল এইড কমিটির আয়োজনে আলোচনা সভা অনুষ্ঠিত হয়।: [12, 1259, 278, 1266]
- dateline: খুলনাঃ মঙ্গলবার ২৮ এপ্রিল ২০২৬: [679, 114, 857, 130]
- headline-kalia: কালিয়ায় ফিস্ট টেকনোলজি ওরিয়েন্টেশন: [52, 935, 244, 950]
- masthead-right-title: ছাতিয়ানী ও উত্তরডাঙ্গ চ্যাম্পিয়ন: [1271, 23, 1437, 39]
- content-row-3: [12, 1116, 1524, 1445]
- headline-math: সর্বক্ষেত্রে প্রযুক্তির বিকাশের সাথে গণিত শিক্ষার গুরুত্ব ও ব্যাপ্তি আরও বেড়েছে: [658, 329, 913, 362]
- masthead: [12, 10, 1524, 167]
- photo-caption-kuet: কুয়েট প্রাথমিক বিদ্যালয়ের উদ্যোগে আয়োজিত দিনব্যাপী ফায়ার সেফটি প্রশিক্ষণ কর্মশালা।: [653, 311, 855, 318]
- lead-headline-line1: ৩০ এপ্রিলের পর সারাদেশে: [311, 174, 626, 208]
- photo-inspection: [12, 174, 286, 331]
- body-lebanon-israel: আন্তর্জাতিক ডেস্ক ॥ লেবানন ও ইসরাইলের মধ্যে সরাসরি আলোচনার প্রস্তাব প্রত্যাখ্যান করেছেন হিজবুল্লাহর শীর্ষ নেতা। এক বিবৃতিতে তিনি বলেন, দখলদার বাহিনীর সঙ্গে কোনো ধরনের সরাসরি আলোচনা গ্রহণযোগ্য নয়। তিনি আরও বলেন, লেবাননের সার্বভৌমত্ব রক্ষায় প্রতিরোধ অব্যাহত থাকবে। আন্তর্জাতিক মধ্যস্থতাকারীদের মাধ্যমেই যেকোনো আলোচনা হতে পারে বলে তিনি মন্তব্য করেন।: [793, 1163, 918, 1246]
- hospital-block-label: ব্লক-এ: [544, 438, 569, 450]
- photo-caption-dc2: নতুন কুঁড়ি স্পোর্টস শুধু প্রতিযোগিতার সীমাবদ্ধ নয়, তরুণদের শারীরিক, মানসিক ও নৈতিক বিকাশে ঘটাবে: [291, 887, 525, 894]
- page-label: শেষ পাতা: [718, 18, 818, 43]
- website-url[interactable]: www.purbanchal.com: [675, 139, 861, 160]
- body-shanti: আন্তর্জাতিক ডেস্ক ॥ মধ্যপ্রাচ্যে শান্তি প্রতিষ্ঠায় সম্ভাব্য সবকিছু করার প্রতিশ্রুতি দিয়েছে যুক্তরাষ্ট্র। ইরানের পররাষ্ট্রমন্ত্রীর সঙ্গে টেলিফোনে আলাপকালে মার্কিন পররাষ্ট্রমন্ত্রী এ কথা বলেন। আলোচনায় আঞ্চলিক নিরাপত্তা পরিস্থিতি, পারমাণবিক কর্মসূচি এবং দ্বিপাক্ষিক সম্পর্ক নিয়ে আলোচনা হয়। উভয় পক্ষ উত্তেজনা প্রশমনে কূটনৈতিক প্রচেষ্টা অব্যাহত রাখার বিষয়ে একমত হয়েছে।: [291, 1081, 646, 1108]
- headline-student-death: আশাশুনির প্রতাপনগরে বিদ্যুৎস্পৃষ্টে ছাত্রের মৃত্যু: [666, 1115, 765, 1140]
- body-dc: স্টাফ রিপোর্টার ॥ জেলা প্রশাসক আফরোজা আক্তার বলেছেন, 'নতুন কুঁড়ি স্পোর্টস' শুধু প্রতিযোগিতার মধ্যে সীমাবদ্ধ নয়, এটি তরুণদের শারীরিক, মানসিক ও নৈতিক বিকাশে গুরুত্বপূর্ণ ভূমিকা রাখবে। গতকাল সোমবার বিকেলে জেলা প্রশাসক কার্যালয়ের সম্মেলন কক্ষে আয়োজিত অনুষ্ঠানে তিনি এসব কথা বলেন। তিনি বলেন, শিশু-কিশোরদের মধ্যে লুকিয়ে থাকা প্রতিভা বিকাশের সুযোগ করে দিতে হবে। খেলাধুলা ও সাংস্কৃতিক চর্চার মাধ্যমে তারা মাদক ও অপরাধ থেকে দূরে থাকবে। অনুষ্ঠানে অতিরিক্ত জেলা প্রশাসক, জেলা ক্রীড়া কর্মকর্তা, বিভিন্ন শিক্ষা প্রতিষ্ঠানের প্রধান শিক্ষক ও শিক্ষার্থীরা উপস্থিত ছিলেন। অনুষ্ঠানে মোট ২২৬ জন প্রতিযোগী অংশগ্রহণ করেন। এর মধ্যে ২৫ জন বিজয়ীকে পুরস্কৃত করা হয়।: [291, 644, 646, 699]
- headline-shanti-sub: ইরানের পররাষ্ট্রমন্ত্রীর সঙ্গে ফোনালাপ: [393, 1058, 544, 1070]
- body-shibir: ফুলতলা প্রতিনিধি ॥ ফুলতলা উপজেলায় ইসলামী ছাত্রশিবিরের তিন দিনব্যাপী সদস্য শিক্ষা শিবির সম্পন্ন হয়েছে। গতকাল সোমবার সমাপনী অনুষ্ঠানের মাধ্যমে এ শিবিরের সমাপ্তি ঘটে। শিবিরে কুরআন, হাদিস, ইসলামী আন্দোলনের ইতিহাস ও সাংগঠনিক বিষয়ে বিভিন্ন আলোচনা অনুষ্ঠিত হয়। অনুষ্ঠানে প্রধান অতিথি হিসেবে উপস্থিত ছিলেন কেন্দ্রীয় নেতৃবৃন্দ। সভাপতিত্ব করেন উপজেলা সভাপতি। তিন দিনব্যাপী এ শিক্ষা শিবিরে দুই শতাধিক সদস্য অংশগ্রহণ করেন।: [653, 888, 918, 933]
